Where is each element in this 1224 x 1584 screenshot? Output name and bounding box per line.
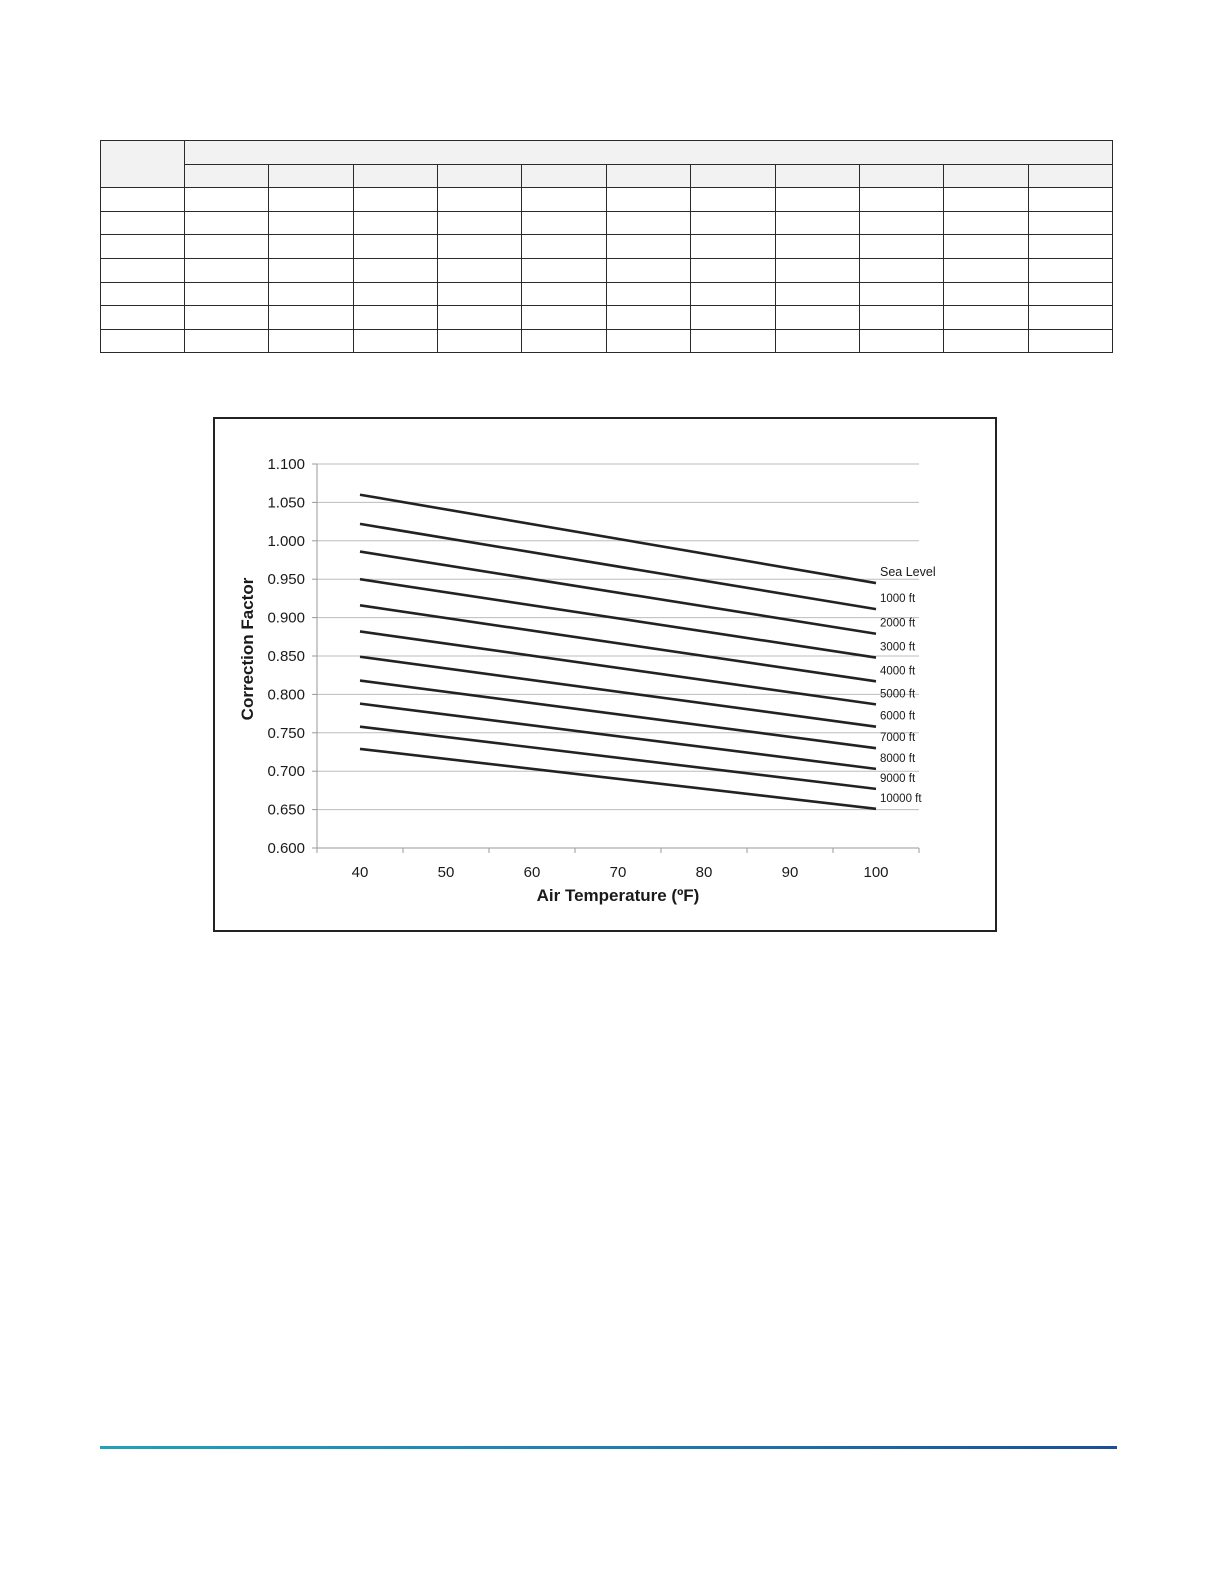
table-cell bbox=[859, 211, 943, 235]
table-cell bbox=[775, 258, 859, 282]
empty-data-table bbox=[100, 140, 1113, 353]
table-subheader-cell bbox=[353, 164, 437, 188]
table-subheader-cell bbox=[522, 164, 606, 188]
table-cell bbox=[185, 258, 269, 282]
table-row bbox=[101, 235, 1113, 259]
table-cell bbox=[606, 329, 690, 353]
series-line bbox=[360, 495, 876, 583]
table-cell bbox=[944, 306, 1028, 330]
empty-data-table-body bbox=[101, 141, 1113, 353]
series-line bbox=[360, 524, 876, 609]
series-label: 3000 ft bbox=[880, 641, 916, 654]
series-line bbox=[360, 579, 876, 657]
table-row bbox=[101, 258, 1113, 282]
series-label: 5000 ft bbox=[880, 688, 916, 701]
table-corner-cell bbox=[101, 141, 185, 188]
series-label: 2000 ft bbox=[880, 617, 916, 630]
series-label: 9000 ft bbox=[880, 772, 916, 785]
table-cell bbox=[944, 329, 1028, 353]
y-tick-label: 0.700 bbox=[267, 763, 305, 781]
table-cell bbox=[944, 235, 1028, 259]
table-cell bbox=[606, 188, 690, 212]
table-cell bbox=[101, 188, 185, 212]
table-cell bbox=[269, 329, 353, 353]
table-cell bbox=[691, 211, 775, 235]
table-cell bbox=[606, 235, 690, 259]
table-cell bbox=[1028, 211, 1112, 235]
table-cell bbox=[522, 282, 606, 306]
table-cell bbox=[438, 282, 522, 306]
series-label: 10000 ft bbox=[880, 792, 922, 805]
table-cell bbox=[691, 282, 775, 306]
table-cell bbox=[438, 211, 522, 235]
table-cell bbox=[522, 329, 606, 353]
y-tick-label: 0.600 bbox=[267, 840, 305, 857]
table-cell bbox=[522, 258, 606, 282]
table-cell bbox=[185, 211, 269, 235]
table-cell bbox=[859, 329, 943, 353]
y-tick-label: 0.800 bbox=[267, 686, 305, 704]
y-tick-label: 1.100 bbox=[267, 456, 305, 473]
table-cell bbox=[691, 235, 775, 259]
series-label: Sea Level bbox=[880, 565, 936, 580]
table-row bbox=[101, 188, 1113, 212]
table-cell bbox=[269, 235, 353, 259]
table-cell bbox=[269, 258, 353, 282]
table-cell bbox=[185, 306, 269, 330]
table-cell bbox=[101, 282, 185, 306]
table-subheader-cell bbox=[269, 164, 353, 188]
table-cell bbox=[775, 211, 859, 235]
table-cell bbox=[101, 329, 185, 353]
table-cell bbox=[269, 282, 353, 306]
table-cell bbox=[1028, 282, 1112, 306]
table-cell bbox=[438, 329, 522, 353]
table-subheader-cell bbox=[859, 164, 943, 188]
table-subheader-cell bbox=[438, 164, 522, 188]
table-cell bbox=[353, 258, 437, 282]
table-subheader-cell bbox=[944, 164, 1028, 188]
y-tick-label: 0.850 bbox=[267, 648, 305, 665]
table-cell bbox=[353, 188, 437, 212]
table-cell bbox=[438, 306, 522, 330]
table-cell bbox=[269, 306, 353, 330]
table-cell bbox=[691, 258, 775, 282]
table-cell bbox=[522, 235, 606, 259]
x-axis-title: Air Temperature (ºF) bbox=[536, 886, 700, 905]
y-tick-label: 0.950 bbox=[267, 571, 305, 589]
table-cell bbox=[691, 329, 775, 353]
table-cell bbox=[1028, 258, 1112, 282]
table-cell bbox=[859, 188, 943, 212]
x-tick-label: 60 bbox=[523, 864, 541, 881]
table-subheader-cell bbox=[185, 164, 269, 188]
table-cell bbox=[1028, 235, 1112, 259]
table-cell bbox=[185, 235, 269, 259]
x-tick-label: 100 bbox=[863, 864, 889, 881]
table-cell bbox=[1028, 306, 1112, 330]
table-cell bbox=[1028, 188, 1112, 212]
table-cell bbox=[353, 211, 437, 235]
table-cell bbox=[269, 211, 353, 235]
series-label: 8000 ft bbox=[880, 752, 916, 765]
table-cell bbox=[522, 188, 606, 212]
series-label: 6000 ft bbox=[880, 710, 916, 723]
table-cell bbox=[353, 235, 437, 259]
table-cell bbox=[944, 211, 1028, 235]
table-cell bbox=[775, 329, 859, 353]
table-cell bbox=[859, 306, 943, 330]
x-tick-label: 70 bbox=[609, 864, 627, 881]
table-cell bbox=[1028, 329, 1112, 353]
series-label: 1000 ft bbox=[880, 593, 916, 606]
table-cell bbox=[269, 188, 353, 212]
table-cell bbox=[438, 235, 522, 259]
x-tick-label: 90 bbox=[781, 864, 799, 881]
table-header-row bbox=[101, 141, 1113, 165]
table-row bbox=[101, 282, 1113, 306]
chart-canvas bbox=[215, 419, 995, 930]
table-merged-header-cell bbox=[185, 141, 1113, 165]
x-tick-label: 50 bbox=[437, 864, 455, 881]
series-label: 4000 ft bbox=[880, 665, 916, 678]
table-cell bbox=[353, 306, 437, 330]
y-tick-label: 1.000 bbox=[267, 532, 305, 550]
table-row bbox=[101, 306, 1113, 330]
table-cell bbox=[185, 188, 269, 212]
table-cell bbox=[691, 306, 775, 330]
table-cell bbox=[606, 258, 690, 282]
table-subheader-cell bbox=[606, 164, 690, 188]
table-cell bbox=[606, 282, 690, 306]
table-cell bbox=[606, 306, 690, 330]
table-cell bbox=[775, 235, 859, 259]
table-row bbox=[101, 329, 1113, 353]
table-cell bbox=[859, 258, 943, 282]
series-line bbox=[360, 552, 876, 634]
table-cell bbox=[691, 188, 775, 212]
table-cell bbox=[944, 282, 1028, 306]
table-cell bbox=[775, 188, 859, 212]
table-cell bbox=[185, 329, 269, 353]
table-subheader-cell bbox=[1028, 164, 1112, 188]
series-label: 7000 ft bbox=[880, 732, 916, 745]
table-row bbox=[101, 211, 1113, 235]
y-tick-label: 0.900 bbox=[267, 609, 305, 627]
table-cell bbox=[859, 282, 943, 306]
table-cell bbox=[438, 258, 522, 282]
y-axis-title: Correction Factor bbox=[238, 577, 257, 721]
table-cell bbox=[859, 235, 943, 259]
table-subheader-cell bbox=[775, 164, 859, 188]
table-cell bbox=[438, 188, 522, 212]
y-tick-label: 0.650 bbox=[267, 801, 305, 819]
table-cell bbox=[775, 306, 859, 330]
table-cell bbox=[101, 211, 185, 235]
table-cell bbox=[775, 282, 859, 306]
table-cell bbox=[522, 211, 606, 235]
table-cell bbox=[101, 235, 185, 259]
table-cell bbox=[101, 306, 185, 330]
table-cell bbox=[522, 306, 606, 330]
table-cell bbox=[101, 258, 185, 282]
table-subheader-cell bbox=[691, 164, 775, 188]
table-subheader-row bbox=[101, 164, 1113, 188]
footer-rule bbox=[100, 1446, 1117, 1449]
table-cell bbox=[606, 211, 690, 235]
y-tick-label: 1.050 bbox=[267, 494, 305, 512]
y-tick-label: 0.750 bbox=[267, 724, 305, 742]
table-cell bbox=[353, 282, 437, 306]
table-cell bbox=[944, 258, 1028, 282]
table-cell bbox=[185, 282, 269, 306]
table-cell bbox=[353, 329, 437, 353]
table-cell bbox=[944, 188, 1028, 212]
correction-factor-chart bbox=[213, 417, 997, 932]
x-tick-label: 40 bbox=[351, 864, 369, 881]
x-tick-label: 80 bbox=[695, 864, 713, 881]
